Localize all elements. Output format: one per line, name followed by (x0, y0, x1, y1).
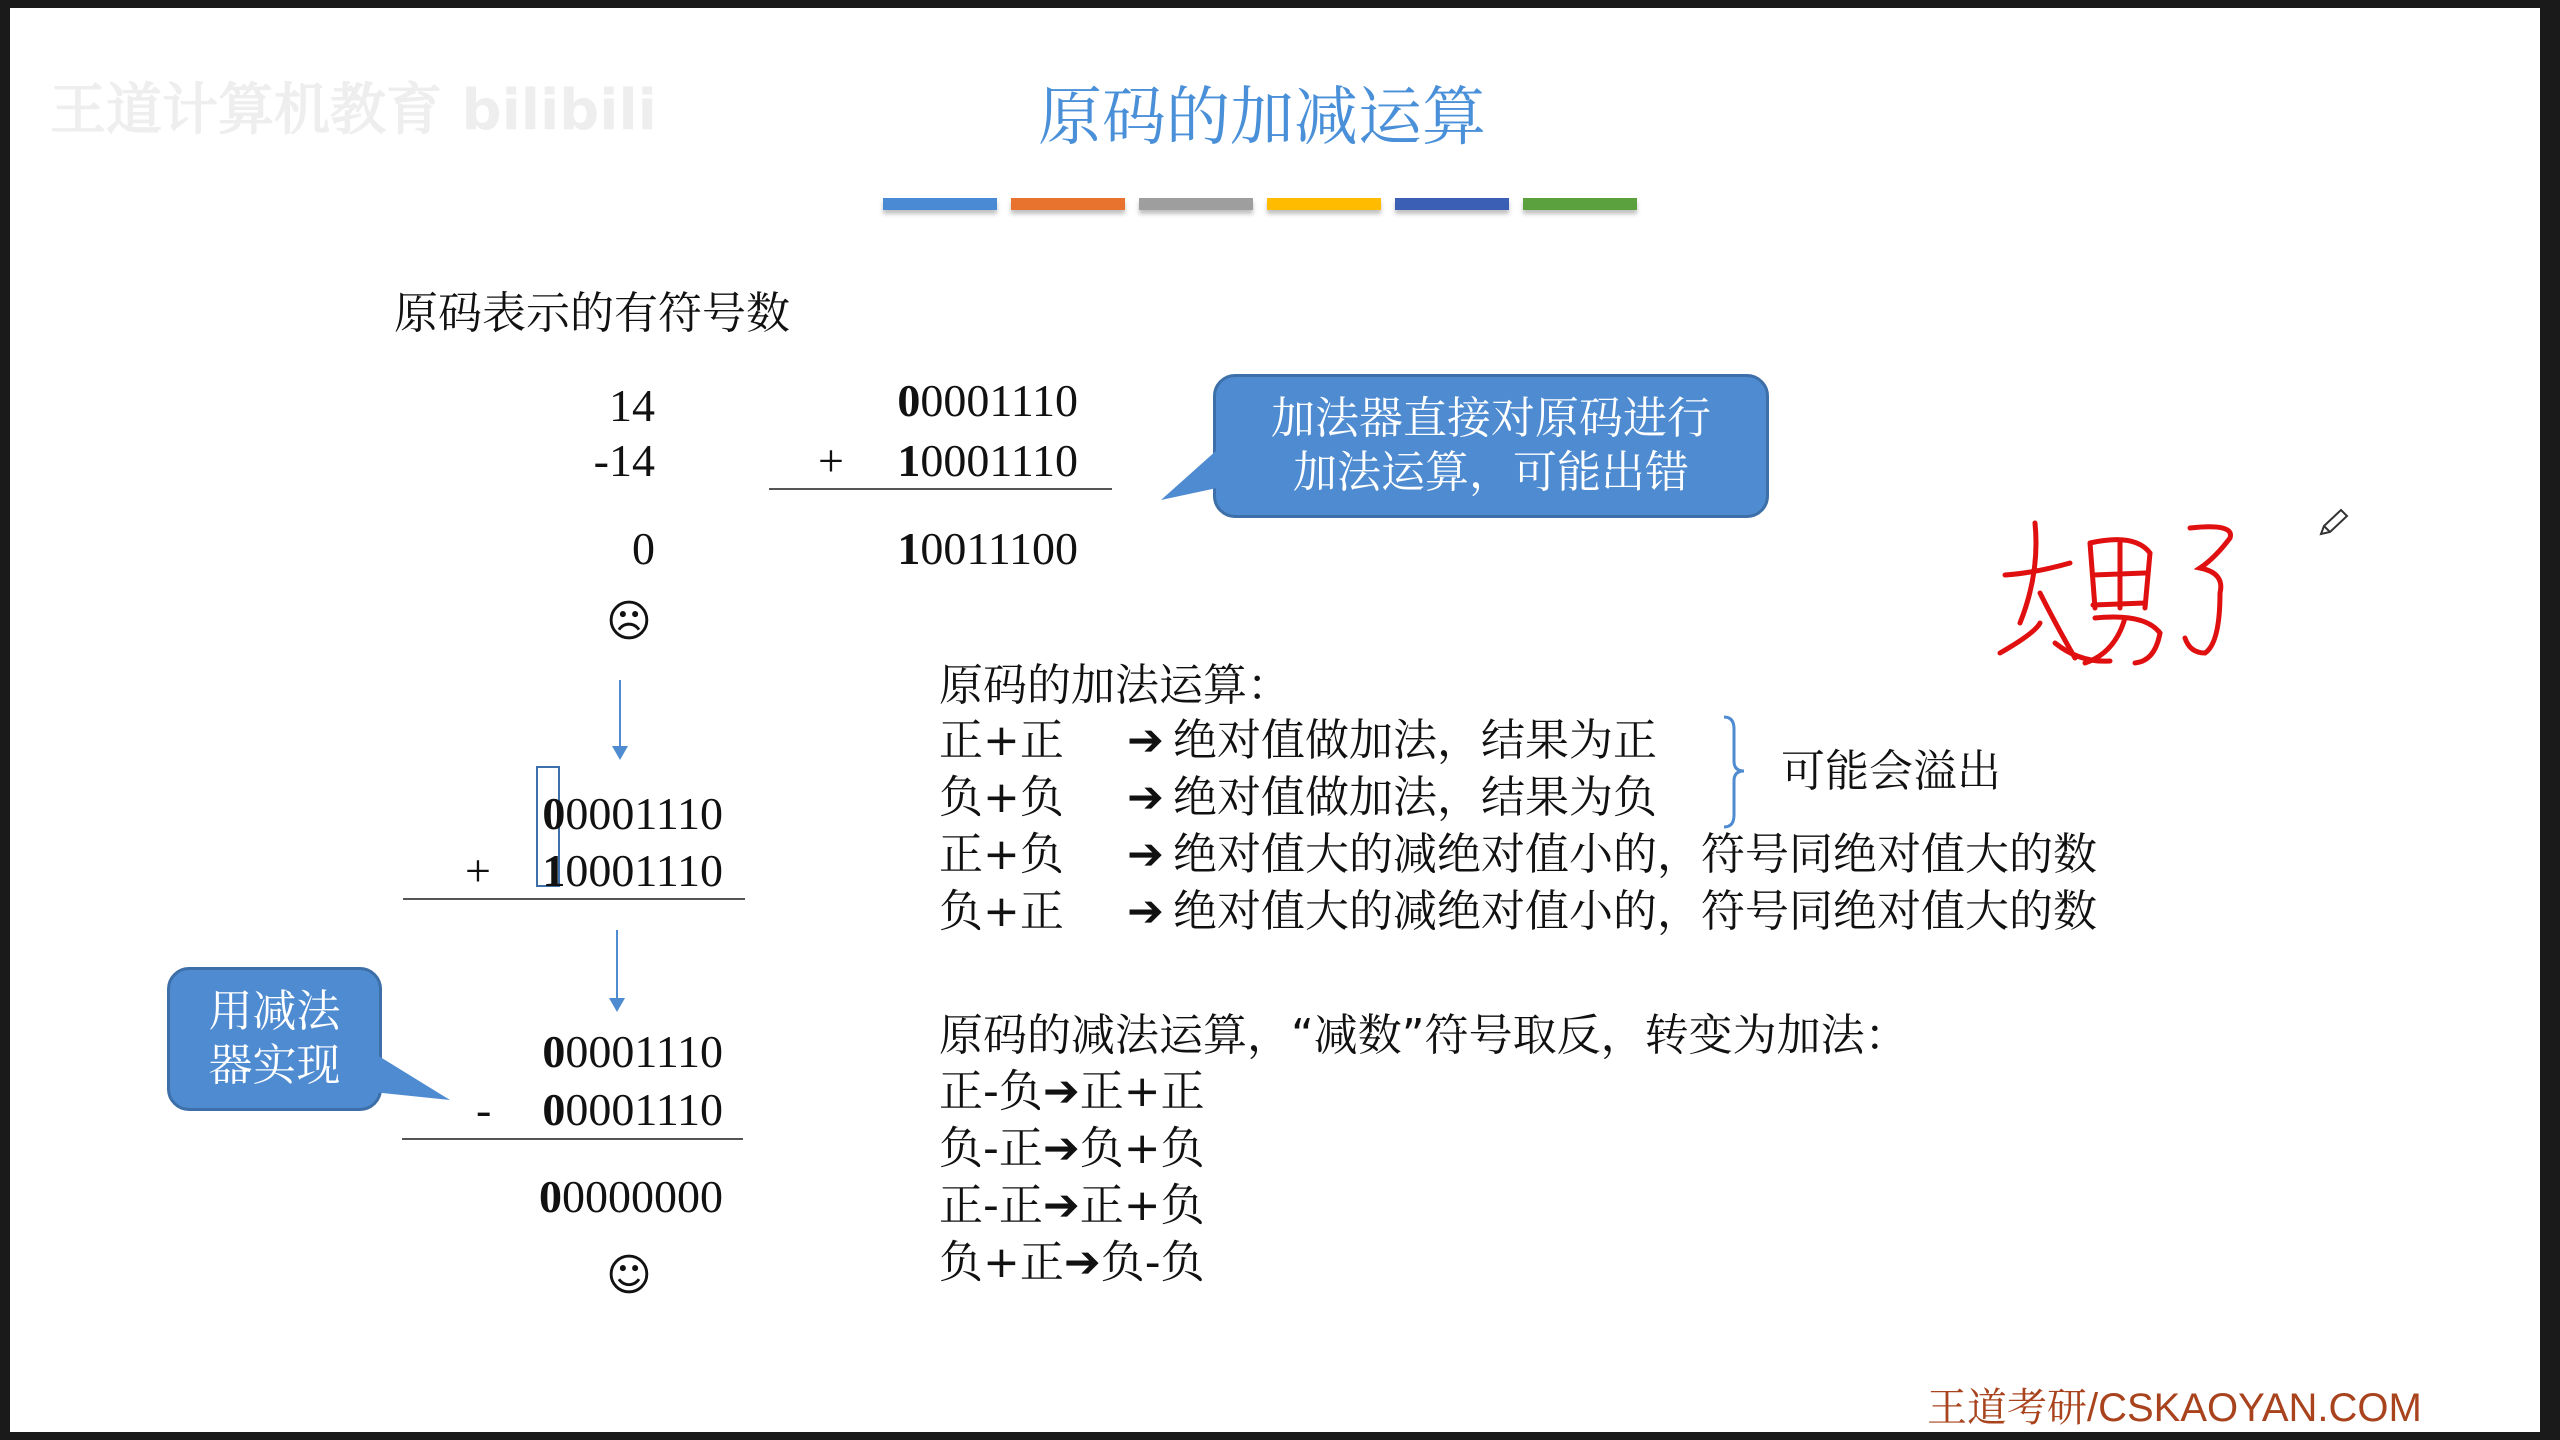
binary-a2: 00001110 (542, 788, 723, 839)
overflow-note: 可能会溢出 (1781, 746, 2001, 797)
addition-case: 正+正 (939, 715, 1064, 766)
rule-to: 正+负 (1079, 1180, 1205, 1231)
slide-title: 原码的加减运算 (1038, 81, 1486, 155)
watermark: 王道计算机教育 bilibili (50, 78, 657, 143)
binary-a: 00001110 (897, 375, 1078, 426)
addition-rule: 绝对值大的减绝对值小的，符号同绝对值大的数 (1173, 829, 2097, 880)
binary-b3: 00001110 (542, 1084, 723, 1135)
subtraction-rule (939, 1066, 1205, 1117)
arrow-icon: ➔ (1042, 1123, 1080, 1174)
rule-to: 负+负 (1079, 1123, 1205, 1174)
decimal-a: 14 (609, 380, 655, 431)
callout-tail (370, 1048, 460, 1108)
handwriting-annotation (1995, 513, 2285, 683)
pencil-icon[interactable] (2315, 506, 2351, 542)
color-bar (1011, 198, 1125, 210)
rule-to: 正+正 (1079, 1066, 1205, 1117)
sum-line-3 (402, 1138, 743, 1140)
sad-face-icon: ☹ (606, 596, 652, 647)
binary-a3: 00001110 (542, 1026, 723, 1077)
sum-line (769, 488, 1112, 490)
rule-from: 负-正 (939, 1123, 1043, 1174)
addition-case: 负+正 (939, 886, 1064, 937)
arrow-icon: ➔ (1127, 829, 1164, 880)
subtraction-rule (939, 1237, 1205, 1288)
subtraction-heading: 原码的减法运算，“减数”符号取反，转变为加法： (939, 1010, 1909, 1061)
color-bar (1139, 198, 1253, 210)
addition-rule: 绝对值大的减绝对值小的，符号同绝对值大的数 (1173, 886, 2097, 937)
binary-result: 00000000 (539, 1171, 723, 1222)
color-bar (883, 198, 997, 210)
color-bar (1267, 198, 1381, 210)
addition-rule: 绝对值做加法，结果为正 (1173, 715, 1657, 766)
arrow-icon: ➔ (1127, 772, 1164, 823)
addition-case: 负+负 (939, 772, 1064, 823)
callout-adder-error: 加法器直接对原码进行 加法运算，可能出错 (1213, 374, 1769, 518)
decimal-b: -14 (593, 435, 655, 486)
rule-from: 正-正 (939, 1180, 1043, 1231)
smile-face-icon: ☺ (606, 1250, 652, 1301)
rule-from: 正-负 (939, 1066, 1043, 1117)
down-arrow-icon (616, 930, 618, 1002)
arrow-icon: ➔ (1042, 1066, 1080, 1117)
arrow-icon: ➔ (1127, 886, 1164, 937)
subtraction-rule (939, 1123, 1205, 1174)
footer-brand: 王道考研/CSKAOYAN.COM (1927, 1386, 2422, 1430)
addition-rule: 绝对值做加法，结果为负 (1173, 772, 1657, 823)
rule-to: 负-负 (1100, 1237, 1205, 1288)
sum-line-2 (403, 898, 745, 900)
plus-sign-2: + (465, 845, 491, 896)
addition-heading: 原码的加法运算： (939, 660, 1291, 711)
color-bar (1395, 198, 1509, 210)
binary-b: 10001110 (897, 435, 1078, 486)
subtitle: 原码表示的有符号数 (394, 288, 790, 339)
brace-icon (1720, 715, 1750, 831)
arrow-icon: ➔ (1127, 715, 1164, 766)
callout-tail (1155, 448, 1225, 508)
arrow-icon: ➔ (1042, 1180, 1080, 1231)
binary-sum: 10011100 (897, 523, 1078, 574)
plus-sign: + (818, 435, 844, 486)
callout-subtractor: 用减法 器实现 (167, 967, 382, 1111)
binary-b2: 10001110 (542, 845, 723, 896)
subtraction-rule (939, 1180, 1205, 1231)
slide (10, 8, 2540, 1432)
rule-from: 负+正 (939, 1237, 1064, 1288)
decimal-sum: 0 (632, 523, 655, 574)
arrow-icon: ➔ (1063, 1237, 1101, 1288)
down-arrow-icon (619, 680, 621, 750)
color-bar (1523, 198, 1637, 210)
minus-sign: - (476, 1084, 492, 1135)
addition-case: 正+负 (939, 829, 1064, 880)
